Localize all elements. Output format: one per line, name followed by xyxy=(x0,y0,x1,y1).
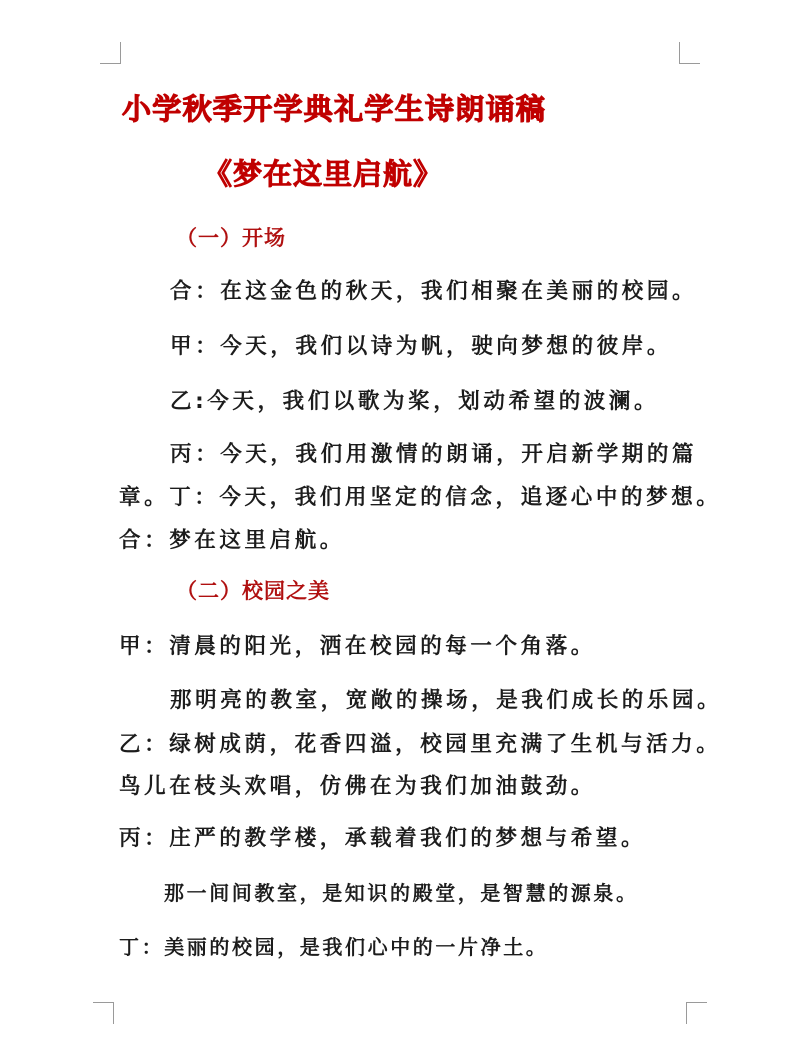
poem-line: 甲：今天，我们以诗为帆，驶向梦想的彼岸。 xyxy=(170,334,673,359)
poem-line: 鸟儿在枝头欢唱，仿佛在为我们加油鼓劲。 xyxy=(119,774,596,799)
poem-line: 丁：美丽的校园，是我们心中的一片净土。 xyxy=(119,935,549,959)
poem-line: 合：梦在这里启航。 xyxy=(119,528,345,553)
poem-line: 丙：庄严的教学楼，承载着我们的梦想与希望。 xyxy=(119,826,647,851)
poem-line: 甲：清晨的阳光，洒在校园的每一个角落。 xyxy=(119,634,596,659)
document-title: 小学秋季开学典礼学生诗朗诵稿 xyxy=(122,92,547,126)
poem-line: 合：在这金色的秋天，我们相聚在美丽的校园。 xyxy=(170,279,698,304)
poem-line: 那明亮的教室，宽敞的操场，是我们成长的乐园。 xyxy=(170,688,723,713)
poem-line: 那一间间教室，是知识的殿堂，是智慧的源泉。 xyxy=(164,881,639,905)
poem-title: 《梦在这里启航》 xyxy=(203,157,444,191)
poem-line: 章。丁：今天，我们用坚定的信念，追逐心中的梦想。 xyxy=(119,485,722,510)
section-heading-campus-beauty: （二）校园之美 xyxy=(176,579,330,603)
crop-mark-top-left xyxy=(100,42,121,64)
poem-line: 乙：绿树成荫，花香四溢，校园里充满了生机与活力。 xyxy=(119,732,722,757)
crop-mark-bottom-right xyxy=(686,1002,707,1024)
poem-line: 丙：今天，我们用激情的朗诵，开启新学期的篇 xyxy=(170,442,698,467)
poem-line: 乙:今天，我们以歌为桨，划动希望的波澜。 xyxy=(170,389,660,414)
section-heading-opening: （一）开场 xyxy=(176,226,286,250)
crop-mark-top-right xyxy=(679,42,700,64)
crop-mark-bottom-left xyxy=(93,1002,114,1024)
